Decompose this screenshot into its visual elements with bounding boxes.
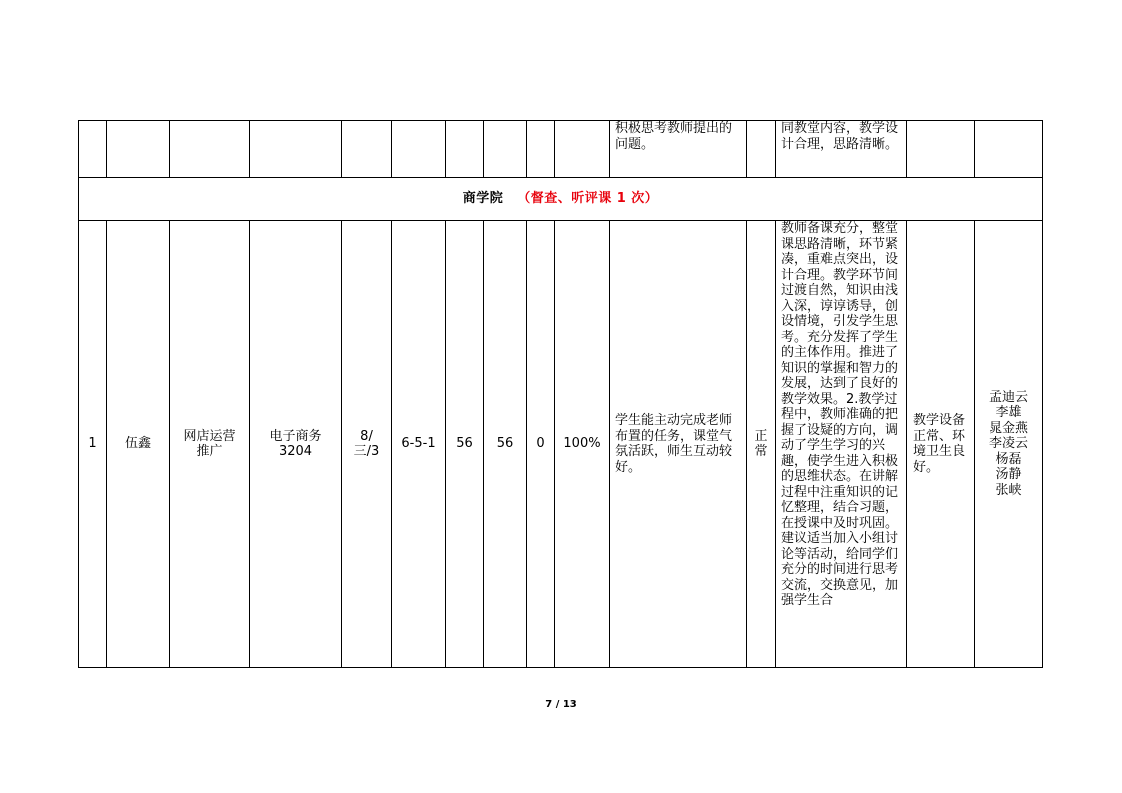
present-cell: 56 xyxy=(484,221,527,668)
prev-comment-cell: 同教堂内容，教学设计合理，思路清晰。 xyxy=(776,121,907,178)
inspector-name: 孟迪云 xyxy=(988,389,1028,405)
page-number: 7 / 13 xyxy=(545,699,577,710)
section-heading-row xyxy=(79,178,1043,221)
cell-empty xyxy=(392,121,446,178)
cell-empty xyxy=(170,121,250,178)
inspector-name: 晁金燕 xyxy=(988,420,1028,436)
inspection-table xyxy=(78,120,1043,668)
section-heading xyxy=(79,178,1043,221)
cell-empty xyxy=(446,121,484,178)
inspector-name: 李凌云 xyxy=(988,436,1028,452)
inspector-name: 汤静 xyxy=(995,467,1022,483)
cell-empty xyxy=(79,121,107,178)
cell-empty xyxy=(975,121,1043,178)
facilities-cell: 教学设备正常、环境卫生良好。 xyxy=(907,221,975,668)
cell-empty xyxy=(107,121,170,178)
prev-feedback-cell: 积极思考教师提出的问题。 xyxy=(610,121,747,178)
order-status-cell: 正常 xyxy=(747,221,776,668)
date-cell: 8/三/3 xyxy=(342,221,392,668)
inspector-name: 张峡 xyxy=(995,482,1022,498)
evaluation-text: 教师备课充分，整堂课思路清晰，环节紧凑，重难点突出，设计合理。教学环节间过渡自然，知识由浅入深，谆谆诱导，创设情境，引发学生思考。充分发挥了学生的主体作用。推进了知识的掌握和智力的发展，达到了良好的教学效果。2.教学过程中，教师准确的把握了设疑的方向，调动了学生学习的兴趣，使学生进入积极的思维状态。在讲解过程中注重知识的记忆整理，结合习题，在授课中及时巩固。建议适当加入小组讨论等活动，给同学们充分的时间进行思考交流，交换意见，加强学生合 xyxy=(781,221,899,608)
evaluation-cell xyxy=(776,221,907,668)
cell-empty xyxy=(527,121,555,178)
section-name: 商学院 xyxy=(462,191,504,207)
row-index: 1 xyxy=(79,221,107,668)
teacher-cell: 伍鑫 xyxy=(107,221,170,668)
enrolled-cell: 56 xyxy=(446,221,484,668)
course-cell: 网店运营推广 xyxy=(170,221,250,668)
cell-empty xyxy=(907,121,975,178)
cell-empty xyxy=(484,121,527,178)
inspectors-cell xyxy=(975,221,1043,668)
rate-cell: 100% xyxy=(555,221,610,668)
feedback-cell: 学生能主动完成老师布置的任务，课堂气氛活跃，师生互动较好。 xyxy=(610,221,747,668)
cell-empty xyxy=(342,121,392,178)
period-cell: 6-5-1 xyxy=(392,221,446,668)
cell-empty xyxy=(747,121,776,178)
cell-empty xyxy=(555,121,610,178)
continuation-row xyxy=(79,121,1043,178)
inspector-name: 李雄 xyxy=(995,405,1022,421)
class-cell: 电子商务3204 xyxy=(250,221,342,668)
absent-cell: 0 xyxy=(527,221,555,668)
cell-empty xyxy=(250,121,342,178)
inspector-name: 杨磊 xyxy=(995,451,1022,467)
table-row xyxy=(79,221,1043,668)
section-note: （督查、听评课 1 次） xyxy=(517,191,659,207)
